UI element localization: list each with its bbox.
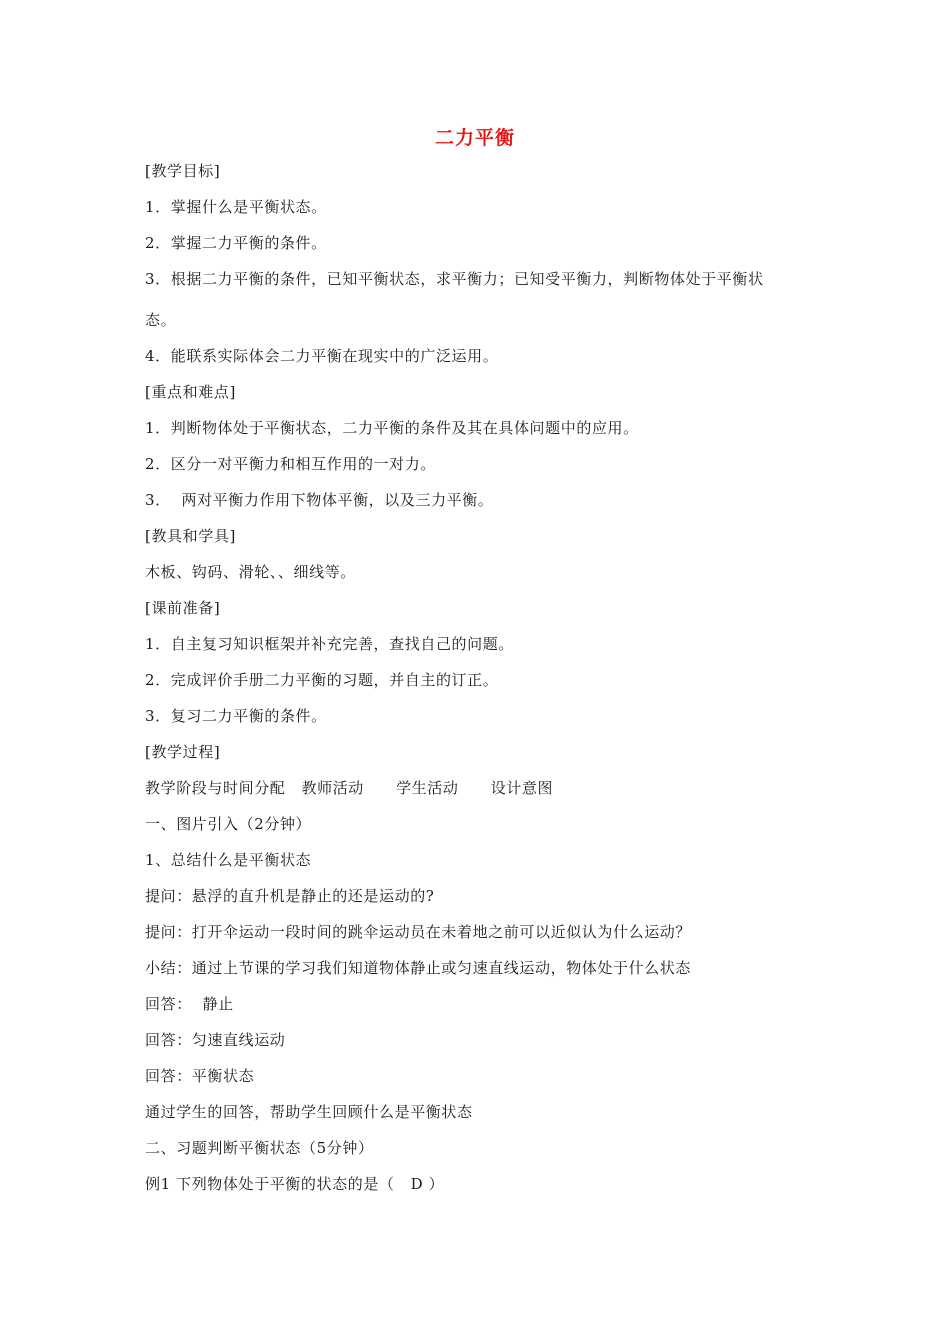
section-heading-process: [教学过程]: [145, 743, 221, 761]
text-line: 通过学生的回答，帮助学生回顾什么是平衡状态: [145, 1103, 473, 1121]
text-line: 提问：悬浮的直升机是静止的还是运动的?: [145, 887, 435, 905]
table-header-line: 教学阶段与时间分配 教师活动 学生活动 设计意图: [145, 779, 554, 797]
text-line: 1．判断物体处于平衡状态，二力平衡的条件及其在具体问题中的应用。: [145, 419, 639, 437]
text-line: 一、图片引入（2分钟）: [145, 815, 312, 833]
text-line: 回答：匀速直线运动: [145, 1031, 286, 1049]
text-line: 3．复习二力平衡的条件。: [145, 707, 327, 725]
text-line: 例1 下列物体处于平衡的状态的是（ D ）: [145, 1175, 445, 1193]
text-line: 2．掌握二力平衡的条件。: [145, 234, 327, 252]
section-heading-objectives: [教学目标]: [145, 162, 221, 180]
text-line: 3． 两对平衡力作用下物体平衡，以及三力平衡。: [145, 491, 494, 509]
text-line: 木板、钩码、滑轮、、细线等。: [145, 563, 356, 581]
text-line: 回答：平衡状态: [145, 1067, 255, 1085]
text-line: 1、总结什么是平衡状态: [145, 851, 312, 869]
text-line: 二、习题判断平衡状态（5分钟）: [145, 1139, 374, 1157]
section-heading-tools: [教具和学具]: [145, 527, 236, 545]
text-line: 1．掌握什么是平衡状态。: [145, 198, 327, 216]
text-line: 3．根据二力平衡的条件，已知平衡状态，求平衡力；已知受平衡力，判断物体处于平衡状: [145, 270, 764, 288]
document-title: 二力平衡: [434, 127, 515, 149]
text-line: 4．能联系实际体会二力平衡在现实中的广泛运用。: [145, 347, 499, 365]
text-line: 2．完成评价手册二力平衡的习题，并自主的订正。: [145, 671, 499, 689]
text-line: 提问：打开伞运动一段时间的跳伞运动员在未着地之前可以近似认为什么运动？: [145, 923, 692, 941]
text-line: 1．自主复习知识框架并补充完善，查找自己的问题。: [145, 635, 514, 653]
section-heading-preparation: [课前准备]: [145, 599, 221, 617]
section-heading-key-points: [重点和难点]: [145, 383, 236, 401]
text-line: 态。: [145, 311, 177, 329]
text-line: 回答： 静止: [145, 995, 234, 1013]
text-line: 2．区分一对平衡力和相互作用的一对力。: [145, 455, 436, 473]
text-line: 小结：通过上节课的学习我们知道物体静止或匀速直线运动，物体处于什么状态: [145, 959, 692, 977]
